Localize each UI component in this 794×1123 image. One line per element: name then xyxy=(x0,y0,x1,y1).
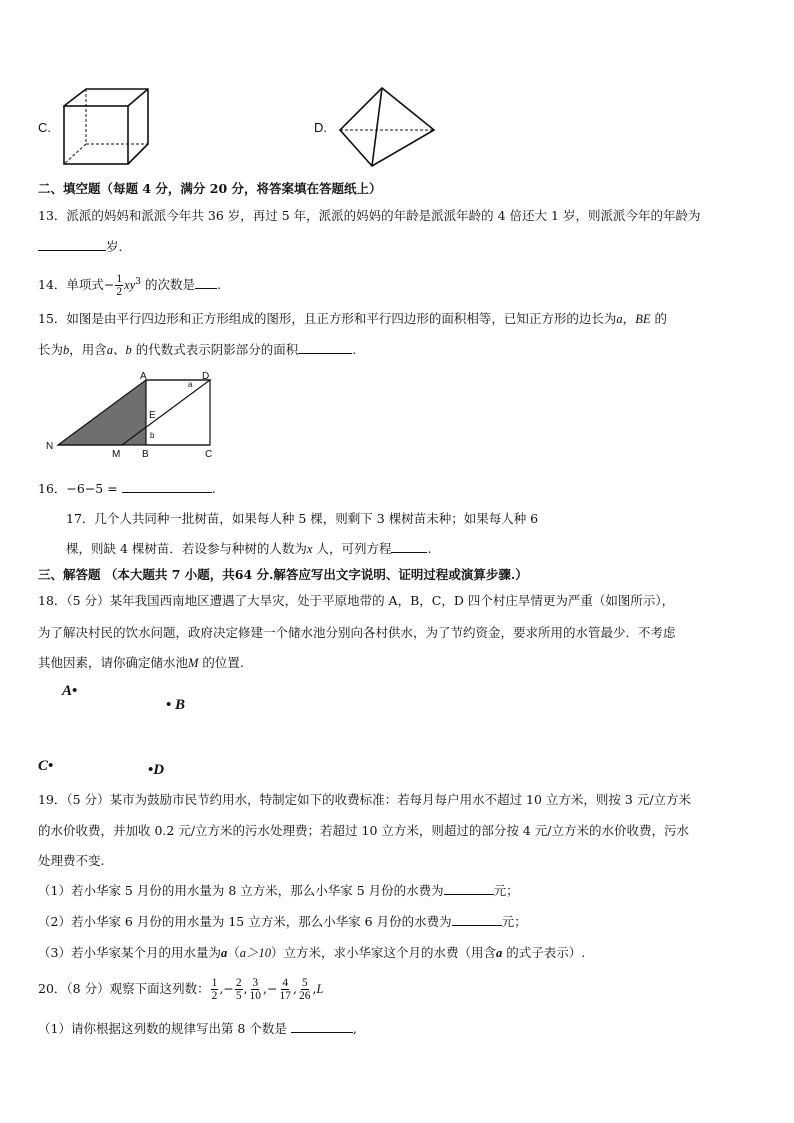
q20-term-sign: − xyxy=(267,981,278,996)
q17-line2: 棵，则缺 4 棵树苗．若设参与种树的人数为x 人，可列方程 . xyxy=(66,541,432,556)
svg-text:M: M xyxy=(112,449,121,460)
section3-heading: 三、解答题 （本大题共 7 小题，共64 分.解答应写出文字说明、证明过程或演算步骤.） xyxy=(38,567,528,582)
q19-sub3: （3）若小华家某个月的用水量为a（a＞10）立方米，求小华家这个月的水费（用含a 的式子表示）. xyxy=(38,945,586,960)
svg-text:B: B xyxy=(142,449,149,460)
q15-line1: 15．如图是由平行四边形和正方形组成的图形，且正方形和平行四边形的面积相等，已知正方形的边长为a，BE 的 xyxy=(38,311,667,326)
q18-point-c: C• xyxy=(38,758,54,774)
option-d-label: D. xyxy=(314,120,327,135)
q17-line1: 17．几个人共同种一批树苗，如果每人种 5 棵，则剩下 3 棵树苗未种；如果每人种 6 xyxy=(66,511,539,526)
svg-text:N: N xyxy=(46,441,54,452)
svg-text:b: b xyxy=(150,431,155,440)
q20-term-fraction: $\frac{2}{5}$ xyxy=(235,977,242,1002)
q13-answer-blank[interactable] xyxy=(38,238,106,251)
cube-figure xyxy=(60,86,152,168)
q20-term-fraction: $\frac{4}{17}$ xyxy=(279,977,292,1002)
svg-text:A: A xyxy=(140,371,147,382)
q18-point-a: A• xyxy=(62,683,78,699)
svg-text:E: E xyxy=(149,410,156,421)
q14-line: 14．单项式− $\frac{1}{2}$ $xy^3$ 的次数是 . xyxy=(38,273,221,299)
q14-fraction: $\frac{1}{2}$ xyxy=(116,273,123,299)
q15-answer-blank[interactable] xyxy=(298,341,352,354)
q19-sub1: （1）若小华家 5 月份的用水量为 8 立方米，那么小华家 5 月份的水费为 元； xyxy=(38,883,519,898)
q20-term-fraction: $\frac{1}{2}$ xyxy=(211,977,218,1002)
q15-figure xyxy=(42,370,222,460)
q18-line2: 为了解决村民的饮水问题，政府决定修建一个储水池分别向各村供水，为了节约资金，要求所用的水管最少．不考虑 xyxy=(38,625,676,640)
tetrahedron-figure xyxy=(336,84,440,170)
q20-sub1-blank[interactable] xyxy=(291,1020,353,1033)
q13-line1: 13．派派的妈妈和派派今年共 36 岁，再过 5 年，派派的妈妈的年龄是派派年龄的 4 倍还大 1 岁，则派派今年的年龄为 xyxy=(38,208,701,223)
svg-text:D: D xyxy=(202,371,210,382)
q20-sequence: $\frac{1}{2}$ ,− $\frac{2}{5}$ , $\frac{3}{10}$ ,− $\frac{4}{17}$ , $\frac{5}{26}$ , xyxy=(211,977,317,1002)
section2-heading: 二、填空题（每题 4 分，满分 20 分，将答案填在答题纸上） xyxy=(38,181,382,196)
q19-line2: 的水价收费，并加收 0.2 元/立方米的污水处理费；若超过 10 立方米，则超过的部分按 4 元/立方米的水价收费，污水 xyxy=(38,823,690,838)
option-c-label: C. xyxy=(38,120,51,135)
svg-text:C: C xyxy=(205,449,213,460)
q19-line1: 19．（5 分）某市为鼓励市民节约用水，特制定如下的收费标准：若每月每户用水不超过 10 立方米，则按 3 元/立方米 xyxy=(38,792,692,807)
q18-line3: 其他因素，请你确定储水池M 的位置. xyxy=(38,655,244,670)
q20-term-sign: − xyxy=(223,981,234,996)
q20-term-fraction: $\frac{5}{26}$ xyxy=(299,977,311,1002)
q20-term-fraction: $\frac{3}{10}$ xyxy=(249,977,262,1002)
svg-text:a: a xyxy=(188,380,193,389)
q17-answer-blank[interactable] xyxy=(391,540,427,553)
q18-line1: 18．（5 分）某年我国西南地区遭遇了大旱灾，处于平原地带的 A，B，C，D 四个村庄旱情更为严重（如图所示）， xyxy=(38,593,675,608)
q20-sub1: （1）请你根据这列数的规律写出第 8 个数是 , xyxy=(38,1021,357,1036)
q19-line3: 处理费不变. xyxy=(38,853,105,868)
q19-sub1-blank[interactable] xyxy=(444,882,494,895)
q18-point-b: • B xyxy=(166,697,186,713)
q19-sub2-blank[interactable] xyxy=(452,913,502,926)
q13-line2: 岁. xyxy=(38,238,122,256)
q19-sub2: （2）若小华家 6 月份的用水量为 15 立方米，那么小华家 6 月份的水费为 元； xyxy=(38,914,527,929)
q20-line: 20．（8 分）观察下面这列数： $\frac{1}{2}$ ,− $\frac{2}{5}$ , $\frac{3}{10}$ ,− $\frac{4}{17}$ , $\frac{5}{26}$ ,L xyxy=(38,977,324,1002)
q16-line: 16．−6−5 = . xyxy=(38,481,216,496)
q14-answer-blank[interactable] xyxy=(195,276,217,289)
q16-answer-blank[interactable] xyxy=(122,480,212,493)
q15-line2: 长为b，用含a、b 的代数式表示阴影部分的面积 . xyxy=(38,342,357,357)
q18-point-d: •D xyxy=(148,762,165,778)
